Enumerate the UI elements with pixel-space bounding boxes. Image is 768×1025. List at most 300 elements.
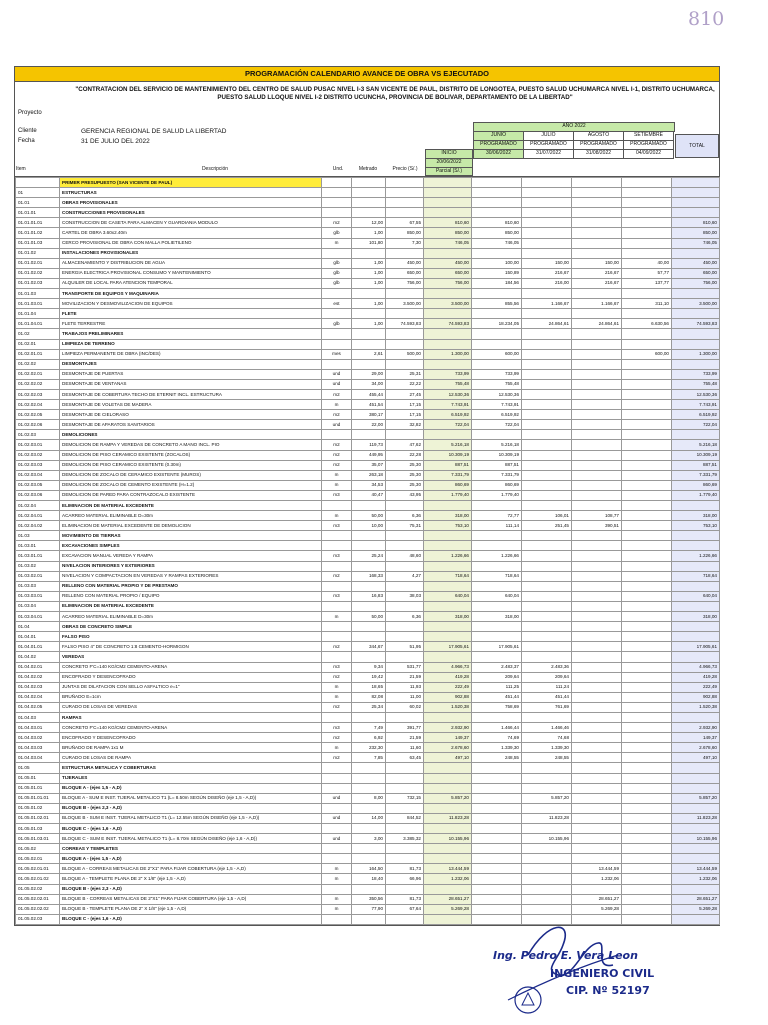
row-month-1	[472, 884, 522, 894]
row-month-4	[622, 894, 672, 904]
row-total: 1.226,66	[672, 551, 720, 561]
row-precio	[386, 632, 424, 642]
row-parcial: 718,64	[424, 571, 472, 581]
row-precio: 47,62	[386, 440, 424, 450]
row-item: 01.01.01.02	[16, 228, 60, 238]
row-month-1: 7.743,91	[472, 400, 522, 410]
row-month-2	[522, 501, 572, 511]
table-row	[16, 299, 720, 309]
row-description: CURADO DE LOSAS DE RAMPA	[60, 753, 322, 763]
row-month-3	[572, 571, 622, 581]
row-item: 01.02.03.06	[16, 490, 60, 500]
row-month-1	[472, 531, 522, 541]
table-row	[16, 652, 720, 662]
row-total	[672, 632, 720, 642]
row-parcial: 5.216,18	[424, 440, 472, 450]
row-parcial	[424, 914, 472, 924]
row-unit	[322, 622, 352, 632]
row-month-1: 18.234,05	[472, 319, 522, 329]
row-parcial	[424, 309, 472, 319]
row-month-1	[472, 783, 522, 793]
row-precio: 67,64	[386, 904, 424, 914]
row-total: 860,69	[672, 480, 720, 490]
row-month-2	[522, 652, 572, 662]
row-description: VEREDAS	[60, 652, 322, 662]
row-total: 6.519,92	[672, 410, 720, 420]
row-month-2	[522, 591, 572, 601]
row-unit	[322, 188, 352, 198]
row-month-4	[622, 783, 672, 793]
row-month-4	[622, 642, 672, 652]
row-month-3	[572, 632, 622, 642]
row-parcial	[424, 884, 472, 894]
row-month-2	[522, 773, 572, 783]
row-total	[672, 178, 720, 188]
row-precio: 66,96	[386, 874, 424, 884]
row-month-3	[572, 662, 622, 672]
row-precio	[386, 773, 424, 783]
row-metrado	[352, 773, 386, 783]
row-precio: 391,77	[386, 723, 424, 733]
row-precio: 500,00	[386, 349, 424, 359]
row-month-3	[572, 248, 622, 258]
row-total	[672, 359, 720, 369]
row-description: ELIMINACION DE MATERIAL EXCEDENTE	[60, 601, 322, 611]
row-parcial: 10.155,96	[424, 834, 472, 844]
row-metrado: 263,18	[352, 470, 386, 480]
row-month-4	[622, 743, 672, 753]
row-precio	[386, 541, 424, 551]
row-description: BLOQUE A - TEMPLETE PLANA DE 2" X 1/8" (eje 1,5 - A,D)	[60, 874, 322, 884]
row-total: 722,04	[672, 420, 720, 430]
row-precio	[386, 531, 424, 541]
row-metrado: 12,00	[352, 218, 386, 228]
row-parcial: 10.309,19	[424, 450, 472, 460]
table-row	[16, 329, 720, 339]
table-row	[16, 692, 720, 702]
fecha-value: 31 DE JULIO DEL 2022	[81, 138, 150, 145]
row-description: BLOQUE B - CORREAS METALICAS DE 2"X1" PARA FIJAR COBERTURA (eje 1,5 - A,D)	[60, 894, 322, 904]
row-description: ACARREO MATERIAL ELIMINABLE D=30m	[60, 511, 322, 521]
row-unit: m2	[322, 460, 352, 470]
row-parcial: 1.232,06	[424, 874, 472, 884]
row-month-3	[572, 460, 622, 470]
row-month-1: 2.483,37	[472, 662, 522, 672]
row-unit	[322, 783, 352, 793]
row-item: 01.05.02	[16, 844, 60, 854]
row-metrado	[352, 430, 386, 440]
row-month-3: 150,00	[572, 258, 622, 268]
table-row	[16, 289, 720, 299]
row-total: 318,00	[672, 612, 720, 622]
row-month-3	[572, 349, 622, 359]
row-month-3	[572, 622, 622, 632]
table-row	[16, 672, 720, 682]
month-1-name: JUNIO	[473, 131, 524, 141]
row-month-3	[572, 369, 622, 379]
table-row	[16, 763, 720, 773]
fecha-label: Fecha	[18, 138, 35, 144]
row-item: 01.02.03.03	[16, 460, 60, 470]
row-item: 01.01.01.01	[16, 218, 60, 228]
row-unit: m	[322, 743, 352, 753]
row-unit	[322, 773, 352, 783]
row-month-3: 390,51	[572, 521, 622, 531]
row-unit	[322, 430, 352, 440]
row-month-3	[572, 712, 622, 722]
row-parcial: 722,04	[424, 420, 472, 430]
row-description: EXCAVACION MANUAL VEREDA Y RAMPA	[60, 551, 322, 561]
table-row	[16, 369, 720, 379]
row-metrado	[352, 541, 386, 551]
row-description: CARTEL DE OBRA 3.60x2.40m	[60, 228, 322, 238]
row-metrado: 7,49	[352, 723, 386, 733]
row-month-1: 248,55	[472, 753, 522, 763]
row-month-4: 57,77	[622, 268, 672, 278]
row-metrado: 232,30	[352, 743, 386, 753]
row-parcial	[424, 622, 472, 632]
row-parcial	[424, 824, 472, 834]
sheet-header	[15, 82, 719, 177]
row-parcial: 7.743,91	[424, 400, 472, 410]
row-unit: m	[322, 400, 352, 410]
row-month-3	[572, 410, 622, 420]
row-precio: 81,73	[386, 894, 424, 904]
row-item: 01.05.02.02	[16, 884, 60, 894]
row-month-4	[622, 178, 672, 188]
row-month-2	[522, 712, 572, 722]
table-row	[16, 258, 720, 268]
row-parcial: 12.530,36	[424, 389, 472, 399]
row-parcial	[424, 339, 472, 349]
row-parcial	[424, 541, 472, 551]
row-month-4	[622, 511, 672, 521]
row-month-2	[522, 198, 572, 208]
row-month-1: 209,64	[472, 672, 522, 682]
row-total	[672, 248, 720, 258]
row-unit: m2	[322, 450, 352, 460]
row-month-2	[522, 632, 572, 642]
row-month-4	[622, 551, 672, 561]
table-row	[16, 783, 720, 793]
row-month-4	[622, 430, 672, 440]
row-total: 756,00	[672, 278, 720, 288]
table-row	[16, 268, 720, 278]
row-description: INSTALACIONES PROVISIONALES	[60, 248, 322, 258]
row-metrado	[352, 854, 386, 864]
row-metrado	[352, 712, 386, 722]
row-description: CORREAS Y TEMPLETES	[60, 844, 322, 854]
table-row	[16, 874, 720, 884]
table-row	[16, 208, 720, 218]
inicio-label: INICIO	[425, 149, 473, 159]
row-precio: 17,15	[386, 400, 424, 410]
row-description: BRUÑADO E=1cm	[60, 692, 322, 702]
row-item: 01.03.02	[16, 561, 60, 571]
row-month-1: 100,00	[472, 258, 522, 268]
row-unit: m	[322, 864, 352, 874]
row-metrado: 451,54	[352, 400, 386, 410]
row-month-1: 318,00	[472, 612, 522, 622]
row-month-2	[522, 450, 572, 460]
row-description: BLOQUE A - (ejes 1,5 - A,D)	[60, 854, 322, 864]
row-month-2	[522, 369, 572, 379]
row-precio: 32,82	[386, 420, 424, 430]
col-descripcion: Descripción	[201, 166, 229, 172]
row-unit: m2	[322, 753, 352, 763]
row-month-1	[472, 844, 522, 854]
row-item: 01.01.03	[16, 289, 60, 299]
row-month-4	[622, 501, 672, 511]
row-description: CONSTRUCCION DE CASETA PARA ALMACEN Y GUARDIANIA MODULO	[60, 218, 322, 228]
table-row	[16, 541, 720, 551]
table-row	[16, 551, 720, 561]
row-month-4	[622, 238, 672, 248]
row-month-1	[472, 793, 522, 803]
row-metrado: 25,24	[352, 551, 386, 561]
row-total: 28.651,27	[672, 894, 720, 904]
row-month-3	[572, 198, 622, 208]
row-month-2	[522, 430, 572, 440]
row-metrado: 77,90	[352, 904, 386, 914]
cliente-value: GERENCIA REGIONAL DE SALUD LA LIBERTAD	[81, 128, 227, 135]
row-metrado: 29,00	[352, 369, 386, 379]
row-metrado: 16,83	[352, 591, 386, 601]
row-metrado: 1,00	[352, 278, 386, 288]
row-month-3	[572, 743, 622, 753]
row-parcial	[424, 803, 472, 813]
row-month-4	[622, 702, 672, 712]
row-precio	[386, 803, 424, 813]
row-description: DEMOLICION DE PISO CERAMICO EXISTENTE (0.30m)	[60, 460, 322, 470]
table-row	[16, 571, 720, 581]
row-month-3	[572, 824, 622, 834]
row-total: 650,00	[672, 268, 720, 278]
row-month-3	[572, 289, 622, 299]
row-description: NIVELACION INTERIORES Y EXTERIORES	[60, 561, 322, 571]
row-month-2: 1.339,30	[522, 743, 572, 753]
row-month-2	[522, 480, 572, 490]
row-precio	[386, 581, 424, 591]
row-month-2: 209,64	[522, 672, 572, 682]
row-parcial: 4.966,73	[424, 662, 472, 672]
row-month-4: 40,00	[622, 258, 672, 268]
row-description: ESTRUCTURA METALICA Y COBERTURAS	[60, 763, 322, 773]
row-item: 01.01.03.01	[16, 299, 60, 309]
row-item: 01.02.02.05	[16, 410, 60, 420]
table-row	[16, 349, 720, 359]
row-unit: est	[322, 299, 352, 309]
row-precio: 732,15	[386, 793, 424, 803]
row-item: 01.01.04	[16, 309, 60, 319]
row-unit	[322, 339, 352, 349]
signature-name: Ing. Pedro E. Vera Leon	[493, 949, 638, 962]
row-month-3	[572, 208, 622, 218]
row-month-3	[572, 652, 622, 662]
row-month-1: 10.309,19	[472, 450, 522, 460]
row-month-3	[572, 813, 622, 823]
row-metrado	[352, 359, 386, 369]
row-total: 5.857,20	[672, 793, 720, 803]
row-unit	[322, 884, 352, 894]
row-total	[672, 581, 720, 591]
row-description: TIJERALES	[60, 773, 322, 783]
row-total: 13.444,59	[672, 864, 720, 874]
row-parcial: 318,00	[424, 511, 472, 521]
row-metrado	[352, 329, 386, 339]
row-month-4	[622, 803, 672, 813]
table-row	[16, 682, 720, 692]
row-month-4	[622, 410, 672, 420]
row-month-4	[622, 672, 672, 682]
row-total	[672, 712, 720, 722]
row-month-2	[522, 238, 572, 248]
col-precio: Precio (S/.)	[392, 166, 418, 172]
table-row	[16, 531, 720, 541]
row-month-1	[472, 178, 522, 188]
row-month-4	[622, 773, 672, 783]
row-total: 746,05	[672, 238, 720, 248]
row-month-1	[472, 541, 522, 551]
row-item: 01.01.01	[16, 208, 60, 218]
row-month-2	[522, 803, 572, 813]
row-unit: m3	[322, 490, 352, 500]
row-item: 01.01.02.01	[16, 258, 60, 268]
row-precio	[386, 712, 424, 722]
row-month-4	[622, 440, 672, 450]
row-parcial	[424, 581, 472, 591]
row-precio: 531,77	[386, 662, 424, 672]
row-month-3	[572, 541, 622, 551]
row-precio	[386, 359, 424, 369]
table-row	[16, 824, 720, 834]
table-row	[16, 622, 720, 632]
row-month-2	[522, 783, 572, 793]
row-description: MOVIMIENTO DE TIERRAS	[60, 531, 322, 541]
row-metrado: 14,00	[352, 813, 386, 823]
row-unit	[322, 541, 352, 551]
row-metrado	[352, 884, 386, 894]
table-row	[16, 612, 720, 622]
row-precio: 11,60	[386, 743, 424, 753]
row-parcial: 1.779,40	[424, 490, 472, 500]
row-parcial	[424, 248, 472, 258]
row-month-3	[572, 551, 622, 561]
row-metrado: 1,00	[352, 258, 386, 268]
row-month-2	[522, 642, 572, 652]
row-total	[672, 531, 720, 541]
row-total: 1.520,38	[672, 702, 720, 712]
row-item: 01.02.02.03	[16, 389, 60, 399]
row-month-4	[622, 824, 672, 834]
row-description: OBRAS PROVISIONALES	[60, 198, 322, 208]
row-month-1	[472, 622, 522, 632]
row-description: BRUÑADO DE RAMPA 1x1 M	[60, 743, 322, 753]
row-unit	[322, 531, 352, 541]
row-precio: 27,45	[386, 389, 424, 399]
row-parcial: 753,10	[424, 521, 472, 531]
row-metrado	[352, 763, 386, 773]
row-unit: m2	[322, 218, 352, 228]
row-month-2	[522, 208, 572, 218]
row-precio: 60,02	[386, 702, 424, 712]
row-description: FALSO PISO	[60, 632, 322, 642]
row-month-1: 12.530,36	[472, 389, 522, 399]
row-month-1: 111,25	[472, 682, 522, 692]
row-item: 01.02.02.02	[16, 379, 60, 389]
month-1-fecha: 30/06/2022	[473, 149, 524, 159]
row-month-3	[572, 763, 622, 773]
row-total: 2.678,60	[672, 743, 720, 753]
row-month-4	[622, 339, 672, 349]
table-row	[16, 490, 720, 500]
row-item: 01.05.01.01	[16, 783, 60, 793]
row-metrado: 344,67	[352, 642, 386, 652]
row-description: PRIMER PRESUPUESTO (SAN VICENTE DE PAUL)	[60, 178, 322, 188]
signature-cip: CIP. Nº 52197	[566, 984, 650, 997]
row-month-3	[572, 218, 622, 228]
row-month-2	[522, 248, 572, 258]
row-precio	[386, 309, 424, 319]
row-description: DEMOLICION DE PARED PARA CONTRAZOCALO EXISTENTE	[60, 490, 322, 500]
row-month-4	[622, 591, 672, 601]
row-metrado: 34,53	[352, 480, 386, 490]
row-precio: 11,00	[386, 692, 424, 702]
row-item: 01.05.01.01.01	[16, 793, 60, 803]
row-unit: mes	[322, 349, 352, 359]
cliente-label: Cliente	[18, 128, 37, 134]
row-total	[672, 763, 720, 773]
table-row	[16, 773, 720, 783]
col-metrado: Metrado	[358, 166, 378, 172]
row-precio: 81,73	[386, 864, 424, 874]
table-row	[16, 894, 720, 904]
row-parcial: 650,00	[424, 268, 472, 278]
row-item: 01.05.02.01.01	[16, 864, 60, 874]
row-month-4	[622, 561, 672, 571]
row-month-1	[472, 309, 522, 319]
row-total: 11.823,28	[672, 813, 720, 823]
row-precio: 850,00	[386, 228, 424, 238]
row-precio: 75,31	[386, 521, 424, 531]
row-month-2: 1.466,46	[522, 723, 572, 733]
row-total	[672, 622, 720, 632]
row-item: 01.02.02.06	[16, 420, 60, 430]
row-month-4	[622, 490, 672, 500]
row-item: 01.02.01.01	[16, 349, 60, 359]
row-precio	[386, 561, 424, 571]
table-row	[16, 743, 720, 753]
row-total	[672, 773, 720, 783]
row-month-2	[522, 561, 572, 571]
row-item: 01.04.02	[16, 652, 60, 662]
row-month-3	[572, 400, 622, 410]
row-total	[672, 652, 720, 662]
row-item: 01.02.02	[16, 359, 60, 369]
row-item: 01.05.01.02.01	[16, 813, 60, 823]
row-month-1: 860,69	[472, 480, 522, 490]
table-row	[16, 440, 720, 450]
row-precio: 17,15	[386, 410, 424, 420]
row-unit: m	[322, 238, 352, 248]
row-month-3: 216,67	[572, 268, 622, 278]
row-precio: 650,00	[386, 268, 424, 278]
row-month-4: 137,77	[622, 278, 672, 288]
row-month-3	[572, 702, 622, 712]
row-metrado: 10,00	[352, 521, 386, 531]
row-unit: m	[322, 904, 352, 914]
row-metrado	[352, 914, 386, 924]
